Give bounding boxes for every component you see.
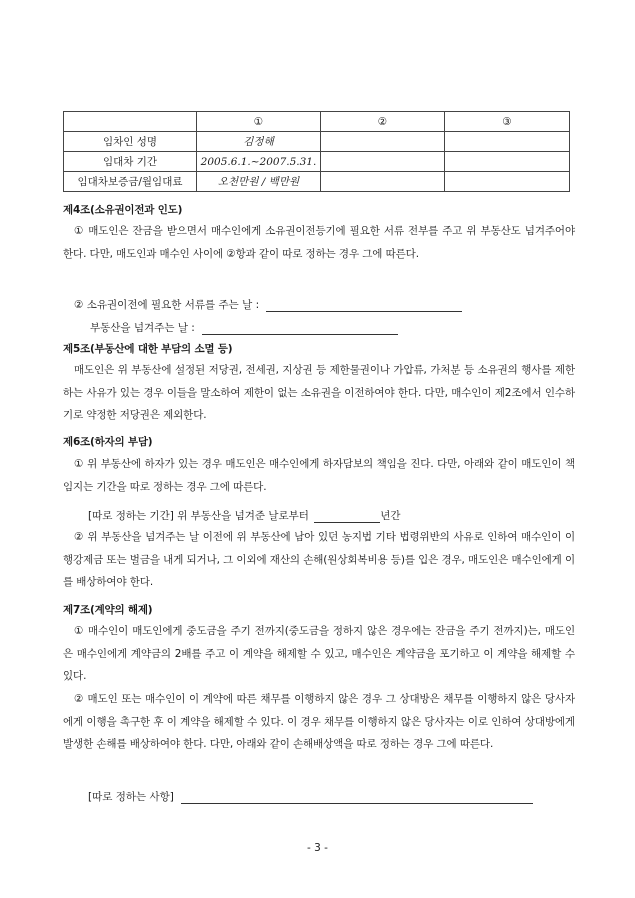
special-terms-label: [따로 정하는 사항] xyxy=(88,791,174,803)
article-6-heading: 제6조(하자의 부담) xyxy=(63,436,153,448)
table-cell xyxy=(321,172,445,192)
warranty-period-suffix: 년간 xyxy=(380,510,401,522)
handover-date-blank[interactable] xyxy=(202,324,398,335)
article-6-paragraph-1: ① 위 부동산에 하자가 있는 경우 매도인은 매수인에게 하자담보의 책임을 진다. 다만, 아래와 같이 매도인이 책임지는 기간을 따로 정하는 경우 그에 따른다. xyxy=(63,458,575,493)
article-6-period-line xyxy=(88,508,401,523)
documents-date-label: ② 소유권이전에 필요한 서류를 주는 날 : xyxy=(74,299,260,311)
table-cell xyxy=(321,152,445,172)
page-number: - 3 - xyxy=(307,842,328,854)
row-label: 임대차보증금/월임대료 xyxy=(64,172,197,192)
table-cell xyxy=(445,172,570,192)
article-4-documents-line xyxy=(74,297,462,312)
column-header: ③ xyxy=(445,112,570,132)
special-terms-blank[interactable] xyxy=(181,793,533,804)
handover-date-label: 부동산을 넘겨주는 날 : xyxy=(90,322,195,334)
table-cell: 오천만원 / 백만원 xyxy=(197,172,321,192)
article-5-paragraph-1: 매도인은 위 부동산에 설정된 저당권, 전세권, 지상권 등 제한물권이나 가압류, 가처분 등 소유권의 행사를 제한하는 사유가 있는 경우 이들을 말소하여 제한이 없는 소유권을 이전하여야 한다. 다만, 매수인이 제2조에서 인수하기로 약정한 저당권은 제외한다. xyxy=(63,364,575,422)
article-7-paragraph-1: ① 매수인이 매도인에게 중도금을 주기 전까지(중도금을 정하지 않은 경우에는 잔금을 주기 전까지)는, 매도인은 매수인에게 계약금의 2배를 주고 이 계약을 해제할 수 있고, 매수인은 계약금을 포기하고 이 계약을 해제할 수 있다. xyxy=(63,625,575,683)
documents-date-blank[interactable] xyxy=(266,301,462,312)
row-label: 임대차 기간 xyxy=(64,152,197,172)
table-corner-cell xyxy=(64,112,197,132)
table-row xyxy=(64,132,570,152)
table-cell xyxy=(321,132,445,152)
column-header: ① xyxy=(197,112,321,132)
table-cell xyxy=(445,152,570,172)
article-4-paragraph-1: ① 매도인은 잔금을 받으면서 매수인에게 소유권이전등기에 필요한 서류 전부를 주고 위 부동산도 넘겨주어야 한다. 다만, 매도인과 매수인 사이에 ②항과 같이 따로 정하는 경우 그에 따른다. xyxy=(63,225,575,260)
article-4-handover-line xyxy=(90,320,398,335)
table-row xyxy=(64,172,570,192)
table-cell xyxy=(445,132,570,152)
article-4-heading: 제4조(소유권이전과 인도) xyxy=(63,204,183,216)
article-6-paragraph-2: ② 위 부동산을 넘겨주는 날 이전에 위 부동산에 남아 있던 농지법 기타 법령위반의 사유로 인하여 매수인이 이행강제금 또는 벌금을 내게 되거나, 그 이외에 재산의 손해(원상회복비용 등)를 입은 경우, 매도인은 매수인에게 이를 배상하여야 한다. xyxy=(63,531,575,589)
article-7-paragraph-2: ② 매도인 또는 매수인이 이 계약에 따른 채무를 이행하지 않은 경우 그 상대방은 채무를 이행하지 않은 당사자에게 이행을 촉구한 후 이 계약을 해제할 수 있다. 이 경우 채무를 이행하지 않은 당사자는 이로 인하여 상대방에게 발생한 손해를 배상하여야 한다. 다만, 아래와 같이 손해배상액을 따로 정하는 경우 그에 따른다. xyxy=(63,693,575,751)
table-header-row xyxy=(64,112,570,132)
table-row xyxy=(64,152,570,172)
tenant-table xyxy=(63,111,570,192)
warranty-years-blank[interactable] xyxy=(314,512,380,523)
article-7-heading: 제7조(계약의 해제) xyxy=(63,604,153,616)
row-label: 임차인 성명 xyxy=(64,132,197,152)
article-5-heading: 제5조(부동산에 대한 부담의 소멸 등) xyxy=(63,343,233,355)
warranty-period-label: [따로 정하는 기간] 위 부동산을 넘겨준 날로부터 xyxy=(88,510,309,522)
table-cell: 김정해 xyxy=(197,132,321,152)
article-7-special-terms-line xyxy=(88,789,533,804)
column-header: ② xyxy=(321,112,445,132)
table-cell: 2005.6.1.~2007.5.31. xyxy=(197,152,321,172)
